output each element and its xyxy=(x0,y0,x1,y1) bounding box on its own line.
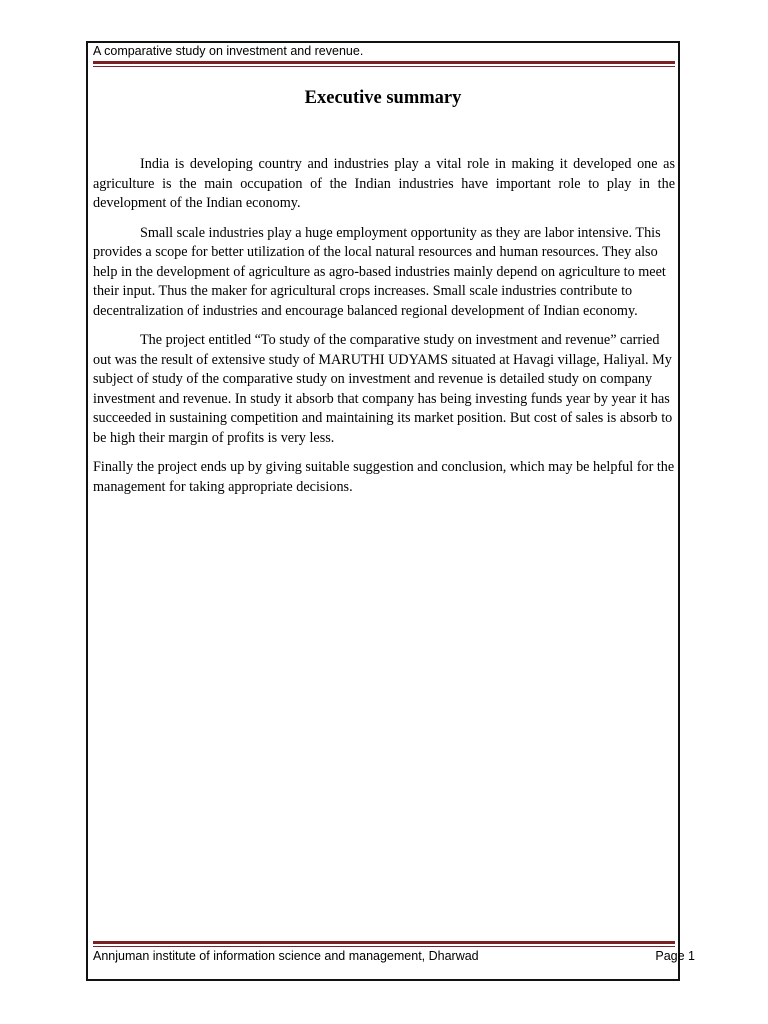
page-number: Page 1 xyxy=(655,949,695,963)
paragraph-3: The project entitled “To study of the comparative study on investment and revenue” carried out was the result of extensive study of MARUTHI UDYAMS situated at Havagi village, Haliyal. My subject of study of the comparative study on investment and revenue is detailed study on company investment and revenue. In study it absorb that company has being investing funds year by year it has succeeded in sustaining competition and maintaining its market position. But cost of sales is absorb to be high their margin of profits is very less. xyxy=(93,332,673,446)
footer-institution: Annjuman institute of information science and management, Dharwad xyxy=(93,949,479,963)
paragraph-1: India is developing country and industries play a vital role in making it developed one as agriculture is the main occupation of the Indian industries have important role to play in the development of the Indian economy. xyxy=(93,156,675,211)
page-title: Executive summary xyxy=(304,88,462,108)
running-header: A comparative study on investment and revenue. xyxy=(93,44,364,58)
body-text xyxy=(93,155,675,507)
footer-rule xyxy=(93,941,675,947)
header-rule xyxy=(93,61,675,67)
paragraph-2: Small scale industries play a huge employment opportunity as they are labor intensive. This provides a scope for better utilization of the local natural resources and human resources. They also help in the development of agriculture as agro-based industries mainly depend on agriculture to meet their input. Thus the maker for agricultural crops increases. Small scale industries contribute to decentralization of industries and encourage balanced regional development of Indian economy. xyxy=(93,224,666,319)
paragraph-4: Finally the project ends up by giving suitable suggestion and conclusion, which may be helpful for the management for taking appropriate decisions. xyxy=(93,459,675,495)
